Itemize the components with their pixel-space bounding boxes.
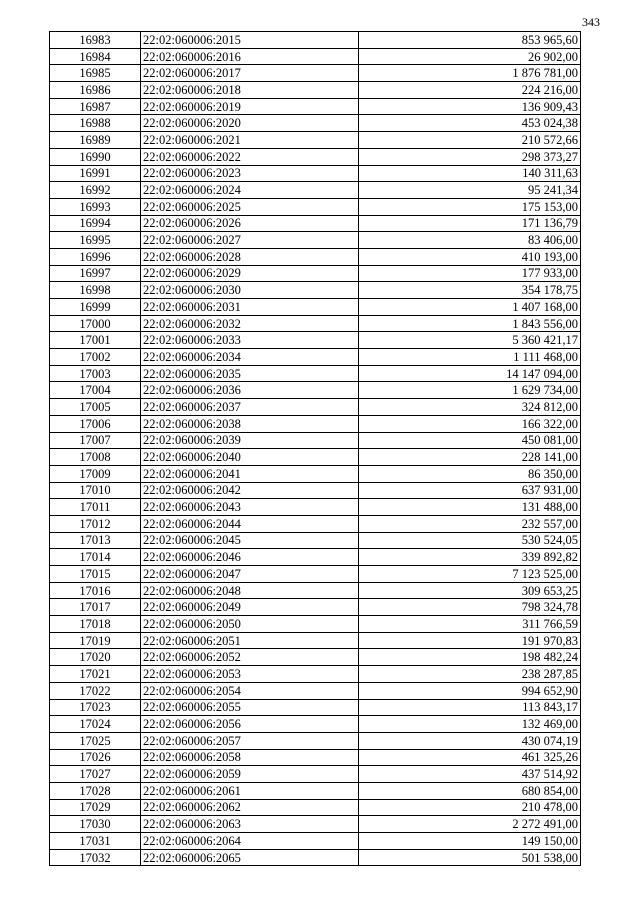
table-row	[50, 449, 581, 466]
table-row	[50, 816, 581, 833]
row-number-cell: 16993	[50, 198, 141, 215]
cadastral-value-cell: 354 178,75	[359, 282, 581, 299]
row-number-cell: 17017	[50, 599, 141, 616]
table-row	[50, 182, 581, 199]
table-row	[50, 299, 581, 316]
cadastral-value-cell: 637 931,00	[359, 482, 581, 499]
cadastral-number-cell: 22:02:060006:2029	[141, 265, 359, 282]
row-number-cell: 17023	[50, 699, 141, 716]
cadastral-value-cell: 311 766,59	[359, 616, 581, 633]
row-number-cell: 16997	[50, 265, 141, 282]
cadastral-value-cell: 501 538,00	[359, 849, 581, 866]
table-row	[50, 282, 581, 299]
cadastral-number-cell: 22:02:060006:2024	[141, 182, 359, 199]
cadastral-value-cell: 339 892,82	[359, 549, 581, 566]
cadastral-value-cell: 853 965,60	[359, 32, 581, 49]
row-number-cell: 16989	[50, 132, 141, 149]
cadastral-value-cell: 166 322,00	[359, 415, 581, 432]
row-number-cell: 17032	[50, 849, 141, 866]
row-number-cell: 17028	[50, 782, 141, 799]
row-number-cell: 17029	[50, 799, 141, 816]
table-row	[50, 415, 581, 432]
cadastral-value-cell: 994 652,90	[359, 682, 581, 699]
table-row	[50, 365, 581, 382]
row-number-cell: 17004	[50, 382, 141, 399]
cadastral-value-cell: 228 141,00	[359, 449, 581, 466]
cadastral-value-cell: 1 876 781,00	[359, 65, 581, 82]
cadastral-number-cell: 22:02:060006:2021	[141, 132, 359, 149]
table-body	[50, 32, 581, 866]
table-row	[50, 532, 581, 549]
cadastral-value-cell: 1 111 468,00	[359, 349, 581, 366]
cadastral-number-cell: 22:02:060006:2056	[141, 716, 359, 733]
cadastral-number-cell: 22:02:060006:2045	[141, 532, 359, 549]
cadastral-number-cell: 22:02:060006:2062	[141, 799, 359, 816]
cadastral-number-cell: 22:02:060006:2031	[141, 299, 359, 316]
table-row	[50, 482, 581, 499]
cadastral-number-cell: 22:02:060006:2018	[141, 82, 359, 99]
cadastral-number-cell: 22:02:060006:2037	[141, 399, 359, 416]
cadastral-value-table	[49, 31, 581, 866]
cadastral-value-cell: 453 024,38	[359, 115, 581, 132]
cadastral-number-cell: 22:02:060006:2055	[141, 699, 359, 716]
table-row	[50, 749, 581, 766]
row-number-cell: 16998	[50, 282, 141, 299]
table-row	[50, 432, 581, 449]
cadastral-value-cell: 324 812,00	[359, 399, 581, 416]
cadastral-value-cell: 131 488,00	[359, 499, 581, 516]
cadastral-number-cell: 22:02:060006:2025	[141, 198, 359, 215]
cadastral-value-cell: 14 147 094,00	[359, 365, 581, 382]
table-row	[50, 732, 581, 749]
cadastral-number-cell: 22:02:060006:2033	[141, 332, 359, 349]
cadastral-number-cell: 22:02:060006:2053	[141, 666, 359, 683]
row-number-cell: 17001	[50, 332, 141, 349]
row-number-cell: 17027	[50, 766, 141, 783]
table-row	[50, 215, 581, 232]
cadastral-value-cell: 680 854,00	[359, 782, 581, 799]
table-row	[50, 616, 581, 633]
cadastral-value-cell: 171 136,79	[359, 215, 581, 232]
row-number-cell: 17021	[50, 666, 141, 683]
table-row	[50, 666, 581, 683]
cadastral-number-cell: 22:02:060006:2032	[141, 315, 359, 332]
row-number-cell: 17015	[50, 566, 141, 583]
cadastral-value-cell: 238 287,85	[359, 666, 581, 683]
cadastral-number-cell: 22:02:060006:2044	[141, 515, 359, 532]
cadastral-number-cell: 22:02:060006:2028	[141, 248, 359, 265]
page-number: 343	[582, 15, 600, 29]
cadastral-number-cell: 22:02:060006:2020	[141, 115, 359, 132]
row-number-cell: 16994	[50, 215, 141, 232]
cadastral-number-cell: 22:02:060006:2016	[141, 48, 359, 65]
cadastral-number-cell: 22:02:060006:2015	[141, 32, 359, 49]
table-row	[50, 599, 581, 616]
cadastral-value-cell: 140 311,63	[359, 165, 581, 182]
cadastral-value-cell: 210 572,66	[359, 132, 581, 149]
row-number-cell: 16995	[50, 232, 141, 249]
table-row	[50, 98, 581, 115]
cadastral-number-cell: 22:02:060006:2038	[141, 415, 359, 432]
table-row	[50, 198, 581, 215]
table-row	[50, 632, 581, 649]
cadastral-value-cell: 410 193,00	[359, 248, 581, 265]
cadastral-number-cell: 22:02:060006:2017	[141, 65, 359, 82]
cadastral-number-cell: 22:02:060006:2047	[141, 566, 359, 583]
cadastral-number-cell: 22:02:060006:2019	[141, 98, 359, 115]
cadastral-number-cell: 22:02:060006:2035	[141, 365, 359, 382]
cadastral-value-cell: 7 123 525,00	[359, 566, 581, 583]
row-number-cell: 17019	[50, 632, 141, 649]
table-row	[50, 566, 581, 583]
cadastral-number-cell: 22:02:060006:2058	[141, 749, 359, 766]
table-row	[50, 549, 581, 566]
table-row	[50, 649, 581, 666]
cadastral-value-cell: 1 629 734,00	[359, 382, 581, 399]
row-number-cell: 16990	[50, 148, 141, 165]
table-row	[50, 716, 581, 733]
row-number-cell: 17025	[50, 732, 141, 749]
table-row	[50, 265, 581, 282]
table-row	[50, 349, 581, 366]
table-row	[50, 833, 581, 850]
cadastral-value-cell: 430 074,19	[359, 732, 581, 749]
row-number-cell: 17030	[50, 816, 141, 833]
cadastral-number-cell: 22:02:060006:2023	[141, 165, 359, 182]
cadastral-value-cell: 1 843 556,00	[359, 315, 581, 332]
cadastral-value-cell: 1 407 168,00	[359, 299, 581, 316]
table-row	[50, 315, 581, 332]
cadastral-value-cell: 191 970,83	[359, 632, 581, 649]
cadastral-number-cell: 22:02:060006:2022	[141, 148, 359, 165]
row-number-cell: 16996	[50, 248, 141, 265]
cadastral-number-cell: 22:02:060006:2041	[141, 465, 359, 482]
row-number-cell: 16986	[50, 82, 141, 99]
cadastral-number-cell: 22:02:060006:2052	[141, 649, 359, 666]
cadastral-number-cell: 22:02:060006:2027	[141, 232, 359, 249]
table-row	[50, 248, 581, 265]
row-number-cell: 17020	[50, 649, 141, 666]
row-number-cell: 16999	[50, 299, 141, 316]
row-number-cell: 16987	[50, 98, 141, 115]
cadastral-number-cell: 22:02:060006:2064	[141, 833, 359, 850]
cadastral-value-cell: 232 557,00	[359, 515, 581, 532]
row-number-cell: 16985	[50, 65, 141, 82]
cadastral-value-cell: 175 153,00	[359, 198, 581, 215]
cadastral-value-cell: 450 081,00	[359, 432, 581, 449]
table-row	[50, 499, 581, 516]
row-number-cell: 16984	[50, 48, 141, 65]
cadastral-value-cell: 461 325,26	[359, 749, 581, 766]
row-number-cell: 17031	[50, 833, 141, 850]
cadastral-value-cell: 798 324,78	[359, 599, 581, 616]
cadastral-value-cell: 309 653,25	[359, 582, 581, 599]
cadastral-number-cell: 22:02:060006:2050	[141, 616, 359, 633]
cadastral-value-cell: 198 482,24	[359, 649, 581, 666]
cadastral-number-cell: 22:02:060006:2063	[141, 816, 359, 833]
table-row	[50, 32, 581, 49]
table-row	[50, 582, 581, 599]
row-number-cell: 16992	[50, 182, 141, 199]
row-number-cell: 17026	[50, 749, 141, 766]
cadastral-value-cell: 224 216,00	[359, 82, 581, 99]
table-row	[50, 799, 581, 816]
table-row	[50, 82, 581, 99]
cadastral-number-cell: 22:02:060006:2034	[141, 349, 359, 366]
row-number-cell: 17003	[50, 365, 141, 382]
table-row	[50, 48, 581, 65]
cadastral-number-cell: 22:02:060006:2030	[141, 282, 359, 299]
cadastral-number-cell: 22:02:060006:2049	[141, 599, 359, 616]
row-number-cell: 17006	[50, 415, 141, 432]
cadastral-value-cell: 113 843,17	[359, 699, 581, 716]
table-row	[50, 682, 581, 699]
table-row	[50, 332, 581, 349]
cadastral-number-cell: 22:02:060006:2059	[141, 766, 359, 783]
cadastral-number-cell: 22:02:060006:2039	[141, 432, 359, 449]
row-number-cell: 17018	[50, 616, 141, 633]
cadastral-number-cell: 22:02:060006:2036	[141, 382, 359, 399]
cadastral-value-cell: 5 360 421,17	[359, 332, 581, 349]
cadastral-number-cell: 22:02:060006:2051	[141, 632, 359, 649]
cadastral-number-cell: 22:02:060006:2040	[141, 449, 359, 466]
cadastral-number-cell: 22:02:060006:2046	[141, 549, 359, 566]
cadastral-value-cell: 83 406,00	[359, 232, 581, 249]
cadastral-value-cell: 136 909,43	[359, 98, 581, 115]
cadastral-value-cell: 177 933,00	[359, 265, 581, 282]
cadastral-number-cell: 22:02:060006:2054	[141, 682, 359, 699]
cadastral-number-cell: 22:02:060006:2065	[141, 849, 359, 866]
cadastral-value-cell: 530 524,05	[359, 532, 581, 549]
cadastral-number-cell: 22:02:060006:2057	[141, 732, 359, 749]
cadastral-number-cell: 22:02:060006:2026	[141, 215, 359, 232]
row-number-cell: 17012	[50, 515, 141, 532]
row-number-cell: 17022	[50, 682, 141, 699]
cadastral-value-cell: 2 272 491,00	[359, 816, 581, 833]
table-row	[50, 849, 581, 866]
row-number-cell: 16983	[50, 32, 141, 49]
row-number-cell: 17009	[50, 465, 141, 482]
table-row	[50, 515, 581, 532]
row-number-cell: 17010	[50, 482, 141, 499]
row-number-cell: 16991	[50, 165, 141, 182]
cadastral-number-cell: 22:02:060006:2042	[141, 482, 359, 499]
table-row	[50, 399, 581, 416]
table-row	[50, 148, 581, 165]
row-number-cell: 16988	[50, 115, 141, 132]
table-row	[50, 699, 581, 716]
row-number-cell: 17008	[50, 449, 141, 466]
cadastral-value-cell: 86 350,00	[359, 465, 581, 482]
row-number-cell: 17007	[50, 432, 141, 449]
table-row	[50, 782, 581, 799]
table-row	[50, 165, 581, 182]
table-row	[50, 65, 581, 82]
row-number-cell: 17014	[50, 549, 141, 566]
cadastral-value-cell: 132 469,00	[359, 716, 581, 733]
row-number-cell: 17013	[50, 532, 141, 549]
cadastral-number-cell: 22:02:060006:2043	[141, 499, 359, 516]
table-row	[50, 382, 581, 399]
cadastral-value-cell: 298 373,27	[359, 148, 581, 165]
table-row	[50, 232, 581, 249]
table-row	[50, 465, 581, 482]
row-number-cell: 17011	[50, 499, 141, 516]
cadastral-value-cell: 149 150,00	[359, 833, 581, 850]
cadastral-value-cell: 210 478,00	[359, 799, 581, 816]
row-number-cell: 17016	[50, 582, 141, 599]
cadastral-number-cell: 22:02:060006:2061	[141, 782, 359, 799]
cadastral-value-cell: 95 241,34	[359, 182, 581, 199]
row-number-cell: 17005	[50, 399, 141, 416]
row-number-cell: 17024	[50, 716, 141, 733]
cadastral-number-cell: 22:02:060006:2048	[141, 582, 359, 599]
row-number-cell: 17002	[50, 349, 141, 366]
table-row	[50, 766, 581, 783]
table-row	[50, 115, 581, 132]
cadastral-value-cell: 437 514,92	[359, 766, 581, 783]
table-row	[50, 132, 581, 149]
cadastral-value-cell: 26 902,00	[359, 48, 581, 65]
row-number-cell: 17000	[50, 315, 141, 332]
